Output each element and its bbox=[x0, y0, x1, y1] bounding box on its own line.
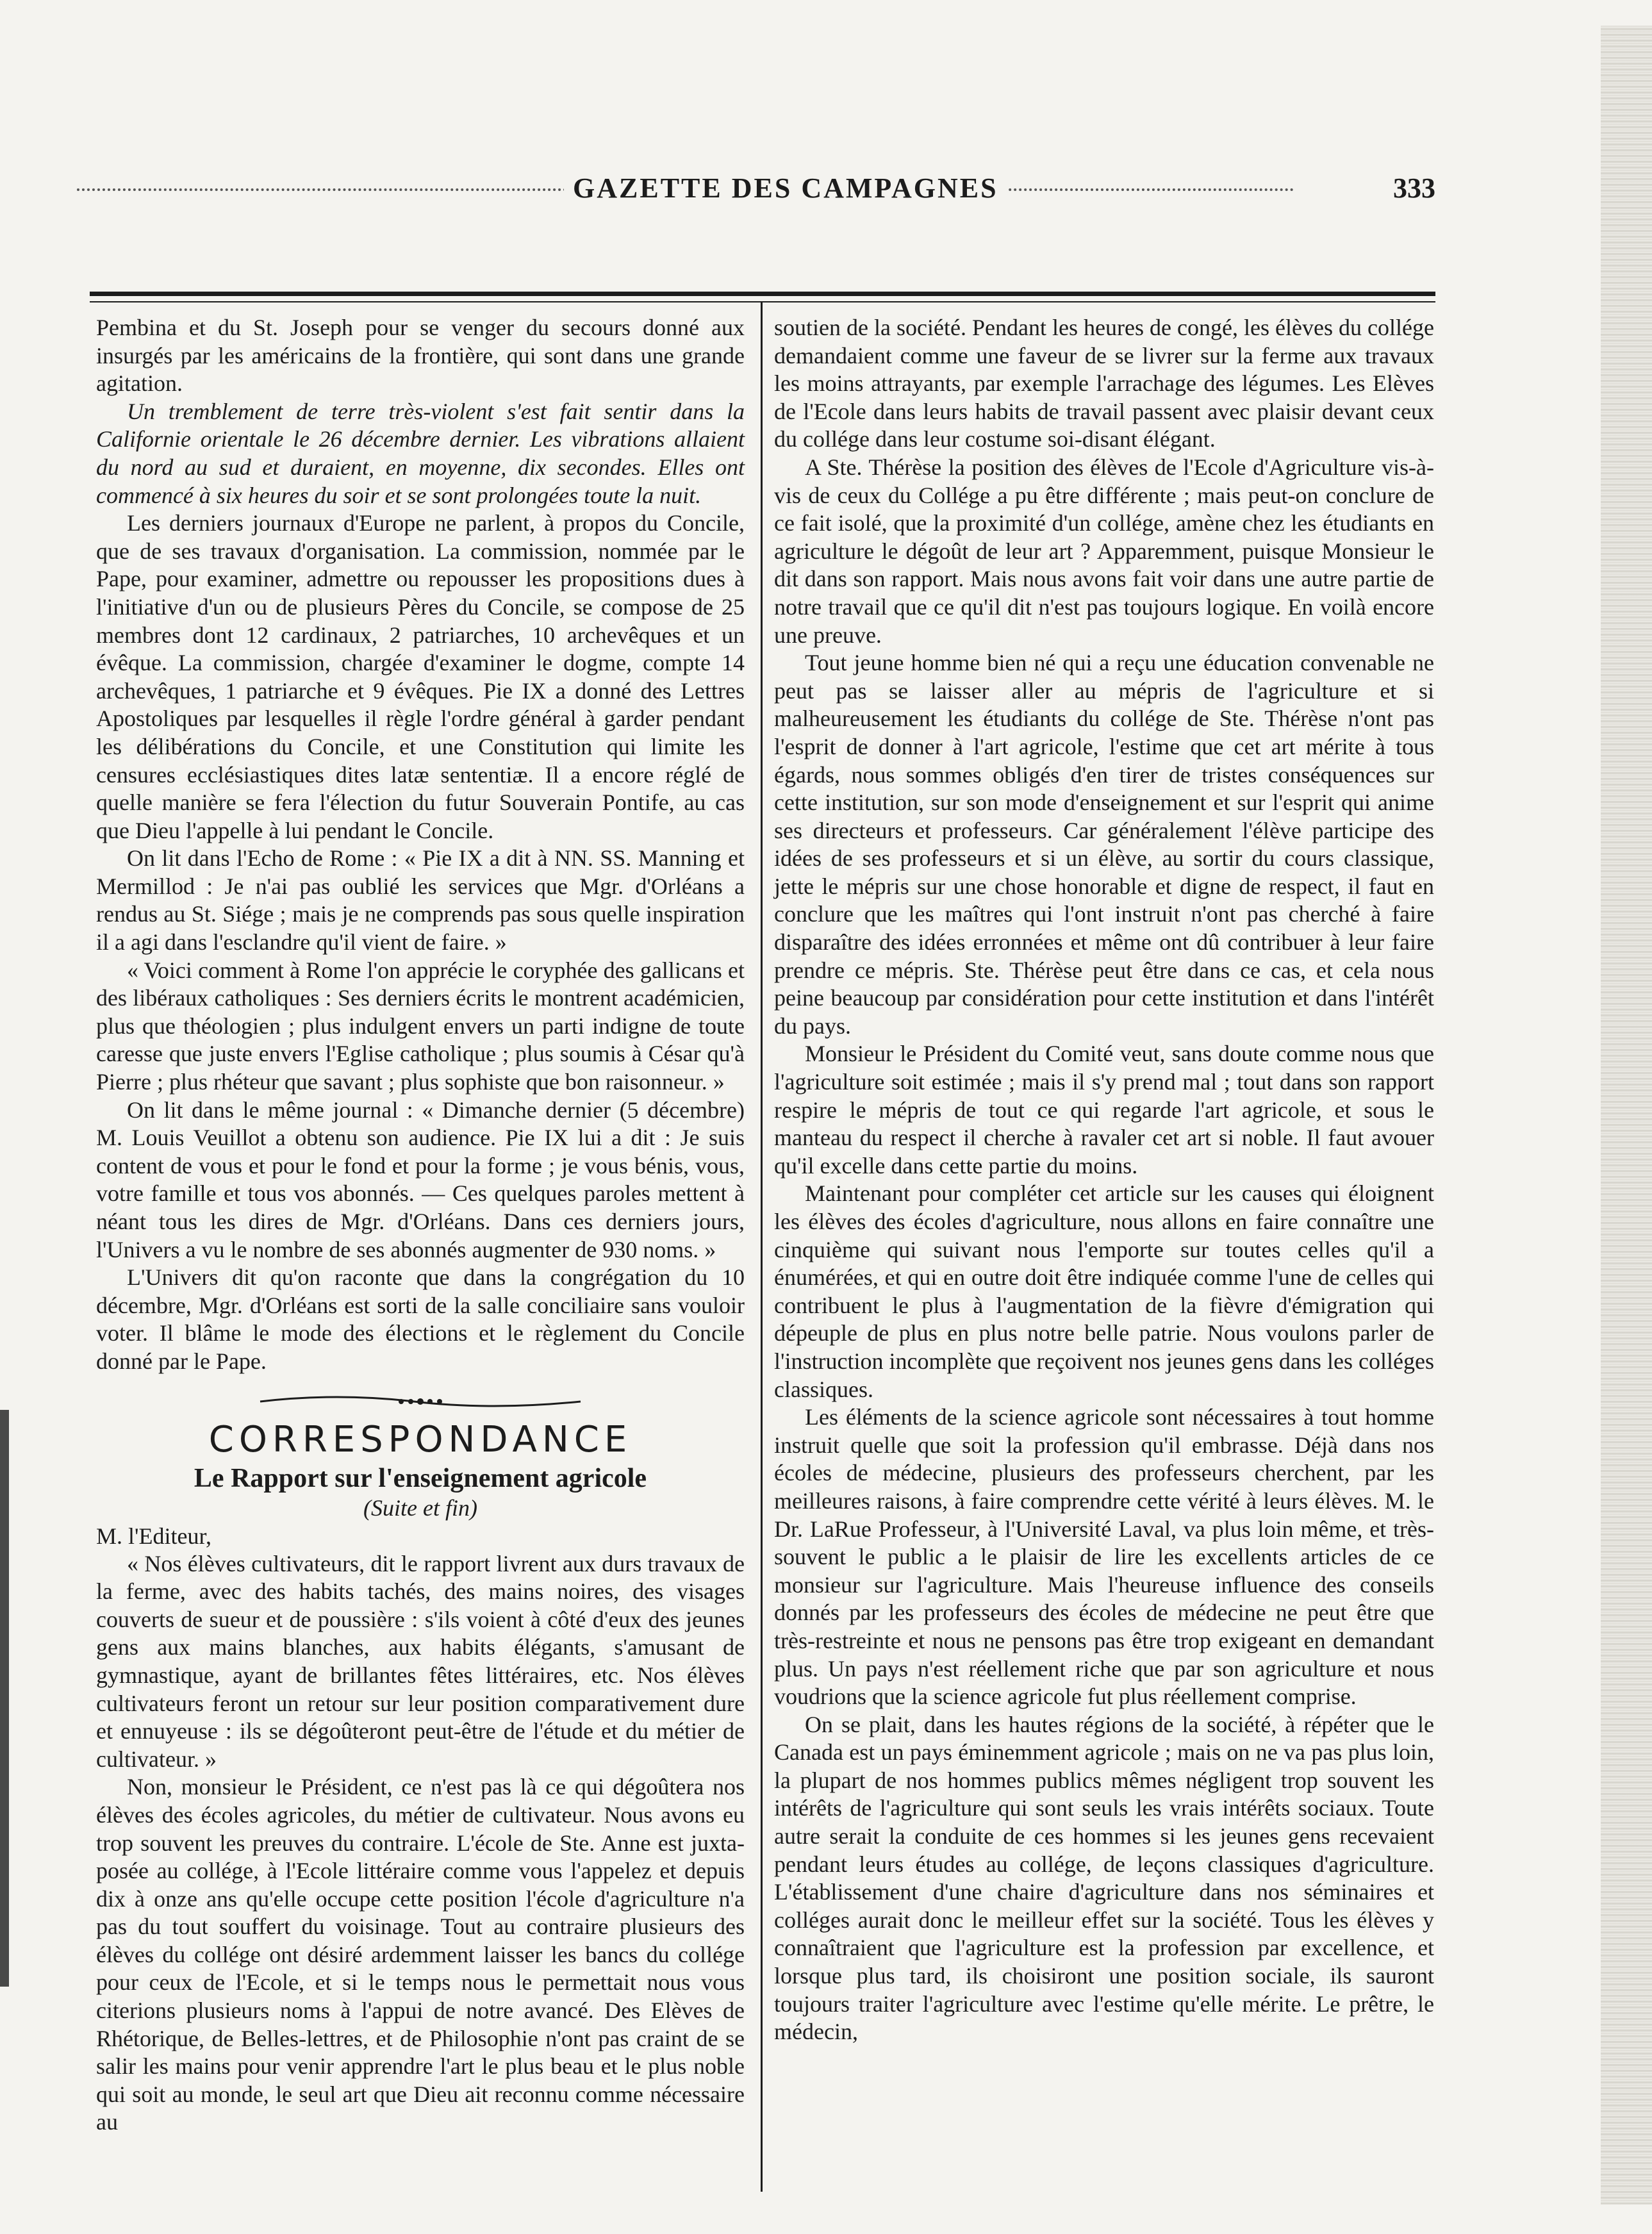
article-title: Le Rapport sur l'enseignement agricole bbox=[194, 1463, 647, 1493]
section-title: CORRESPONDANCE bbox=[208, 1418, 632, 1460]
article-paragraph: A Ste. Thérèse la position des élèves de l'Ecole d'Agriculture vis-à-vis de ceux du Collége a pu être différente ; mais peut-on conclure de ce fait isolé, que la proximité d'un collége, amène chez les étudiants en agriculture le dégoût de leur art ? Apparemment, puisque Monsieur le dit dans son rapport. Mais nous avons fait voir dans une autre partie de notre travail que ce qu'il dit n'est pas toujours logique. En voilà encore une preuve. bbox=[774, 454, 1434, 648]
article-paragraph: Les éléments de la science agricole sont nécessaires à tout homme instruit quelle que soit la profession qu'il embrasse. Déjà dans nos écoles de médecine, plusieurs des professeurs cherchent, par les meilleures raisons, à faire comprendre cette vérité à leurs élèves. M. le Dr. LaRue Professeur, à l'Université Laval, va plus loin même, et très-souvent le public a le plaisir de lire les excellents articles de ce monsieur sur l'agriculture. Mais l'heureuse influence des conseils donnés par les professeurs des écoles de médecine ne peut être que très-restreinte et nous ne pensons pas être trop exigeant en demandant plus. Un pays n'est réellement riche que par son agriculture et nous voudrions que la science agricole fut plus réellement comprise. bbox=[774, 1404, 1434, 1710]
article-paragraph: « Nos élèves cultivateurs, dit le rapport livrent aux durs travaux de la ferme, avec des habits tachés, des mains noires, des visages couverts de sueur et de poussière : s'ils voient à côté d'eux des jeunes gens aux mains blanches, aux habits élégants, s'amusant de gymnastique, ayant de brillantes fêtes littéraires, etc. Nos élèves cultivateurs feront un retour sur leur position comparativement dure et ennuyeuse : ils se dégoûteront peut-être de l'étude et du métier de cultivateur. » bbox=[96, 1550, 745, 1772]
salutation: M. l'Editeur, bbox=[96, 1523, 212, 1549]
news-paragraph: « Voici comment à Rome l'on apprécie le coryphée des gallicans et des libéraux catholiques : Ses derniers écrits le montrent académicien, plus que théologien ; plus indulgent envers un parti indigne de toute caresse que juste envers l'Eglise catholique ; plus soumis à César qu'à Pierre ; plus rhéteur que savant ; plus sophiste que bon raisonneur. » bbox=[96, 957, 745, 1095]
article-paragraph: On se plait, dans les hautes régions de la société, à répéter que le Canada est un pays éminemment agricole ; mais on ne va pas plus loin, la plupart de nos hommes publics mêmes négligent trop souvent les intérêts de l'agriculture qui sont seuls les vrais intérêts sociaux. Toute autre serait la conduite de ces hommes si les jeunes gens recevaient pendant leurs études au collége, de leçons classiques d'agriculture. L'établissement d'une chaire d'agriculture dans nos séminaires et colléges aurait donc le meilleur effet sur la société. Tous les élèves y connaîtraient que l'agriculture est la profession par excellence, et lorsque plus tard, ils choisiront une position sociale, ils sauront toujours traiter l'agriculture avec l'estime qu'elle mérite. Le prêtre, le médecin, bbox=[774, 1711, 1434, 2045]
news-paragraph: Pembina et du St. Joseph pour se venger du secours donné aux insurgés par les américains de la frontière, qui sont dans une grande agitation. bbox=[96, 315, 745, 397]
news-paragraph: Un tremblement de terre très-violent s'est fait sentir dans la Californie orientale le 26 décembre dernier. Les vibrations allaient du nord au sud et duraient, en moyenne, dix secondes. Elles ont commencé à six heures du soir et se sont prolongées toute la nuit. bbox=[96, 398, 745, 508]
article-paragraph: Tout jeune homme bien né qui a reçu une éducation convenable ne peut pas se laisser aller au mépris de l'agriculture et si malheureusement les étudiants du collége de Ste. Thérèse n'ont pas l'esprit de donner à l'art agricole, l'estime que cet art mérite à tous égards, nous sommes obligés d'en tirer de tristes conséquences sur cette institution, sur son mode d'enseignement et sur l'esprit qui anime ses directeurs et professeurs. Car généralement l'élève participe des idées de ses professeurs et si un élève, au sortir du cours classique, jette le mépris sur une chose honorable et digne de respect, il faut en conclure que les maîtres qui l'ont instruit n'ont pas cherché à faire disparaître des idées erronnées et même ont dû contribuer à leur faire prendre ce mépris. Ste. Thérèse peut être dans ce cas, et cela nous peine beaucoup par considération pour cette institution et dans l'intérêt du pays. bbox=[774, 650, 1434, 1039]
column-separator bbox=[761, 301, 763, 2192]
section-ornament bbox=[254, 1389, 587, 1414]
news-paragraph: On lit dans le même journal : « Dimanche dernier (5 décembre) M. Louis Veuillot a obtenu son audience. Pie IX lui a dit : Je suis content de vous et pour le fond et pour la forme ; je vous bénis, vous, votre famille et tous vos abonnés. — Ces quelques paroles mettent à néant tous les dires de Mgr. d'Orléans. Dans ces derniers jours, l'Univers a vu le nombre de ses abonnés augmenter de 930 noms. » bbox=[96, 1096, 745, 1262]
right-column bbox=[774, 314, 1434, 2046]
newspaper-title: GAZETTE DES CAMPAGNES bbox=[564, 172, 1007, 204]
left-column bbox=[96, 314, 745, 2137]
article-paragraph: soutien de la société. Pendant les heures de congé, les élèves du collége demandaient comme une faveur de se livrer sur la ferme aux travaux les moins attrayants, par exemple l'arrachage des légumes. Les Elèves de l'Ecole dans leurs habits de travail passent avec plaisir devant ceux du collége dans leur costume soi-disant élégant. bbox=[774, 315, 1434, 452]
news-paragraph: Les derniers journaux d'Europe ne parlent, à propos du Concile, que de ses travaux d'organisation. La commission, nommée par le Pape, pour examiner, admettre ou repousser les propositions dues à l'initiative d'un ou de plusieurs Pères du Concile, se compose de 25 membres dont 12 cardinaux, 2 patriarches, 10 archevêques et un évêque. La commission, chargée d'examiner le dogme, compte 14 archevêques, 1 patriarche et 9 évêques. Pie IX a donné des Lettres Apostoliques par lesquelles il règle l'ordre général à garder pendant les délibérations du Concile, et une Constitution qui limite les censures ecclésiastiques dites latæ sententiæ. Il a encore réglé de quelle manière se fera l'élection du futur Souverain Pontife, au cas que Dieu l'appelle à lui pendant le Concile. bbox=[96, 510, 745, 843]
news-paragraph: On lit dans l'Echo de Rome : « Pie IX a dit à NN. SS. Manning et Mermillod : Je n'ai pas oublié les services que Mgr. d'Orléans a rendus au St. Siége ; mais je ne comprends pas sous quelle inspiration il a agi dans l'esclandre qu'il vient de faire. » bbox=[96, 845, 745, 956]
header-thick-rule bbox=[90, 292, 1435, 296]
article-subtitle: (Suite et fin) bbox=[363, 1494, 477, 1521]
scan-binding-mark bbox=[0, 1410, 9, 1987]
page-number: 333 bbox=[1385, 172, 1435, 204]
article-paragraph: Monsieur le Président du Comité veut, sans doute comme nous que l'agriculture soit estimée ; mais il s'y prend mal ; tout dans son rapport respire le mépris de tout ce qui regarde l'art agricole, et sous le manteau du respect il cherche à ravaler cet art si noble. Il faut avouer qu'il excelle dans cette partie du moins. bbox=[774, 1041, 1434, 1179]
article-paragraph: Maintenant pour compléter cet article sur les causes qui éloignent les élèves des écoles d'agriculture, nous allons en faire connaître une cinquième qui suivant nous l'emporte sur toutes celles qu'il a énumérées, et qui en outre doit être indiquée comme l'une de celles qui contribuent le plus à l'augmentation de la fièvre d'émigration qui dépeuple de plus en plus notre belle patrie. Nous voulons parler de l'instruction incomplète que reçoivent nos jeunes gens dans les colléges classiques. bbox=[774, 1180, 1434, 1402]
scan-edge-shadow bbox=[1601, 26, 1652, 2205]
news-paragraph: L'Univers dit qu'on raconte que dans la congrégation du 10 décembre, Mgr. d'Orléans est sorti de la salle conciliaire sans vouloir voter. Il blâme le mode des élections et le règlement du Concile donné par le Pape. bbox=[96, 1264, 745, 1374]
running-header bbox=[77, 168, 1435, 213]
article-paragraph: Non, monsieur le Président, ce n'est pas là ce qui dégoûtera nos élèves des écoles agricoles, du métier de cultivateur. Nous avons eu trop souvent les preuves du contraire. L'école de Ste. Anne est juxta-posée au collége, à l'Ecole littéraire comme vous l'appelez et depuis dix à onze ans qu'elle occupe cette position l'école d'agriculture n'a pas du tout souffert du voisinage. Tout au contraire plusieurs des élèves du collége ont désiré ardemment laisser les bancs du collége pour ceux de l'Ecole, et si le temps nous le permettait nous vous citerions plusieurs noms à l'appui de notre avancé. Des Elèves de Rhétorique, de Belles-lettres, et de Philosophie n'ont pas craint de se salir les mains pour venir apprendre l'art le plus beau et le plus noble qui soit au monde, le seul art que Dieu ait reconnu comme nécessaire au bbox=[96, 1774, 745, 2135]
header-thin-rule bbox=[90, 301, 1435, 302]
